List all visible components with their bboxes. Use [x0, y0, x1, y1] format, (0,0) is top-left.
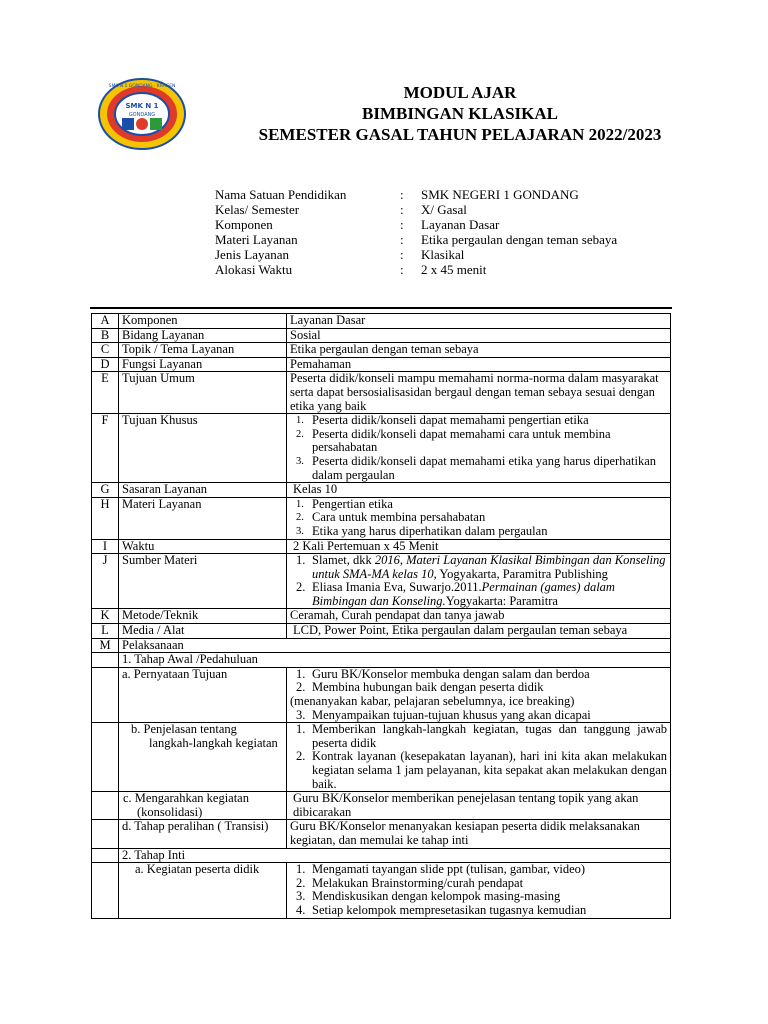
list-item: 1. Peserta didik/konseli dapat memahami pengertian etika	[296, 413, 589, 428]
activity-list	[290, 863, 667, 917]
objective-list	[290, 414, 667, 482]
doc-subtitle: BIMBINGAN KLASIKAL	[361, 104, 558, 123]
table-row: I Waktu 2 Kali Pertemuan x 45 Menit	[92, 539, 671, 554]
opening-list	[290, 668, 667, 695]
svg-text:SMK N 1 GONDANG · KRAGEN: SMK N 1 GONDANG · KRAGEN	[108, 84, 176, 89]
list-item: 4. Setiap kelompok mempresetasikan tugasnya kemudian	[296, 902, 587, 917]
table-row: A Komponen Layanan Dasar	[92, 314, 671, 329]
table-row: L Media / Alat LCD, Power Point, Etika pergaulan dalam pergaulan teman sebaya	[92, 624, 671, 639]
list-item: 2. Cara untuk membina persahabatan	[296, 510, 486, 525]
list-item: 2. Membina hubungan baik dengan peserta didik	[296, 680, 544, 695]
list-item: 3. Peserta didik/konseli dapat memahami etika yang harus diperhatikan dalam pergaulan	[296, 453, 656, 482]
doc-title: MODUL AJAR	[403, 83, 517, 102]
list-item: 1. Memberikan langkah-langkah kegiatan, tugas dan tanggung jawab peserta didik	[296, 722, 667, 750]
material-list	[290, 498, 667, 539]
table-row: G Sasaran Layanan Kelas 10	[92, 483, 671, 498]
table-row: a. Pernyataan Tujuan 1. Guru BK/Konselor membuka dengan salam dan berdoa 2. Membina hubungan baik dengan peserta didik (menanyakan kabar, pelajaran sebelumnya, ice breaking) 3. Menyampaikan tujuan-tujuan khusus yang akan dicapai	[92, 667, 671, 722]
table-row: 2. Tahap Inti	[92, 848, 671, 863]
steps-list	[290, 723, 667, 791]
list-item: 2. Eliasa Imania Eva, Suwarjo.2011.Permainan (games) dalam Bimbingan dan Konseling.Yogyakarta: Paramitra	[296, 580, 615, 608]
list-item: 3. Mendiskusikan dengan kelompok masing-masing	[296, 889, 561, 904]
table-row: H Materi Layanan 1. Pengertian etika 2. Cara untuk membina persahabatan 3. Etika yang harus diperhatikan dalam pergaulan	[92, 497, 671, 539]
list-item: 1. Slamet, dkk 2016, Materi Layanan Klasikal Bimbingan dan Konseling untuk SMA-MA kelas 10, Yogyakarta, Paramitra Publishing	[296, 553, 666, 581]
list-item: 3. Menyampaikan tujuan-tujuan khusus yang akan dicapai	[296, 707, 591, 722]
table-row: K Metode/Teknik Ceramah, Curah pendapat dan tanya jawab	[92, 609, 671, 624]
table-row: F Tujuan Khusus 1. Peserta didik/konseli dapat memahami pengertian etika 2. Peserta didik/konseli dapat memahami cara untuk membina persahabatan 3. Peserta didik/konseli dapat memahami etika yang harus diperhatikan dalam pergaulan	[92, 414, 671, 483]
list-item: 1. Pengertian etika	[296, 496, 393, 511]
doc-semester: SEMESTER GASAL TAHUN PELAJARAN 2022/2023	[258, 125, 662, 144]
school-logo	[98, 78, 186, 150]
list-item: 3. Etika yang harus diperhatikan dalam pergaulan	[296, 523, 548, 538]
table-row: M Pelaksanaan	[92, 638, 671, 653]
list-item: 1. Mengamati tayangan slide ppt (tulisan, gambar, video)	[296, 862, 586, 877]
list-item: 2. Melakukan Brainstorming/curah pendapat	[296, 875, 524, 890]
svg-text:GONDANG: GONDANG	[128, 112, 156, 118]
table-row: D Fungsi Layanan Pemahaman	[92, 357, 671, 372]
divider-line	[90, 307, 672, 309]
svg-text:SMK N 1: SMK N 1	[125, 102, 159, 110]
table-row: E Tujuan Umum Peserta didik/konseli mampu memahami norma-norma dalam masyarakat serta dapat bersosialisasidan bergaul dengan teman sebaya sesuai dengan etika yang baik	[92, 372, 671, 414]
table-row: B Bidang Layanan Sosial	[92, 328, 671, 343]
table-row: J Sumber Materi 1. Slamet, dkk 2016, Materi Layanan Klasikal Bimbingan dan Konseling untuk SMA-MA kelas 10, Yogyakarta, Paramitra Publishing 2. Eliasa Imania Eva, Suwarjo.2011.Permainan (games) dalam Bimbingan dan Konseling.Yogyakarta: Paramitra	[92, 554, 671, 609]
table-row: b. Penjelasan tentang langkah-langkah kegiatan 1. Memberikan langkah-langkah kegiatan, tugas dan tanggung jawab peserta didik 2. Kontrak layanan (kesepakatan layanan), hari ini kita akan melakukan kegiatan selama 1 jam pelayanan, kita sepakat akan melakukan dengan baik.	[92, 723, 671, 792]
list-item: 1. Guru BK/Konselor membuka dengan salam dan berdoa	[296, 666, 590, 681]
table-row: c. Mengarahkan kegiatan (konsolidasi) Guru BK/Konselor memberikan penejelasan tentang topik yang akan dibicarakan	[92, 792, 671, 820]
table-row: a. Kegiatan peserta didik 1. Mengamati tayangan slide ppt (tulisan, gambar, video) 2. Melakukan Brainstorming/curah pendapat 3. Mendiskusikan dengan kelompok masing-masing 4. Setiap kelompok mempresetasikan tugasnya kemudian	[92, 863, 671, 918]
module-table	[91, 313, 671, 919]
list-item: 2. Peserta didik/konseli dapat memahami cara untuk membina persahabatan	[296, 426, 611, 455]
table-row: 1. Tahap Awal /Pedahuluan	[92, 653, 671, 668]
list-item: 2. Kontrak layanan (kesepakatan layanan), hari ini kita akan melakukan kegiatan selama 1 jam pelayanan, kita sepakat akan melakukan dengan baik.	[296, 749, 667, 791]
source-list	[290, 554, 667, 608]
table-row: C Topik / Tema Layanan Etika pergaulan dengan teman sebaya	[92, 343, 671, 358]
table-row: d. Tahap peralihan ( Transisi) Guru BK/Konselor menanyakan kesiapan peserta didik melaksanakan kegiatan, dan memulai ke tahap inti	[92, 820, 671, 848]
